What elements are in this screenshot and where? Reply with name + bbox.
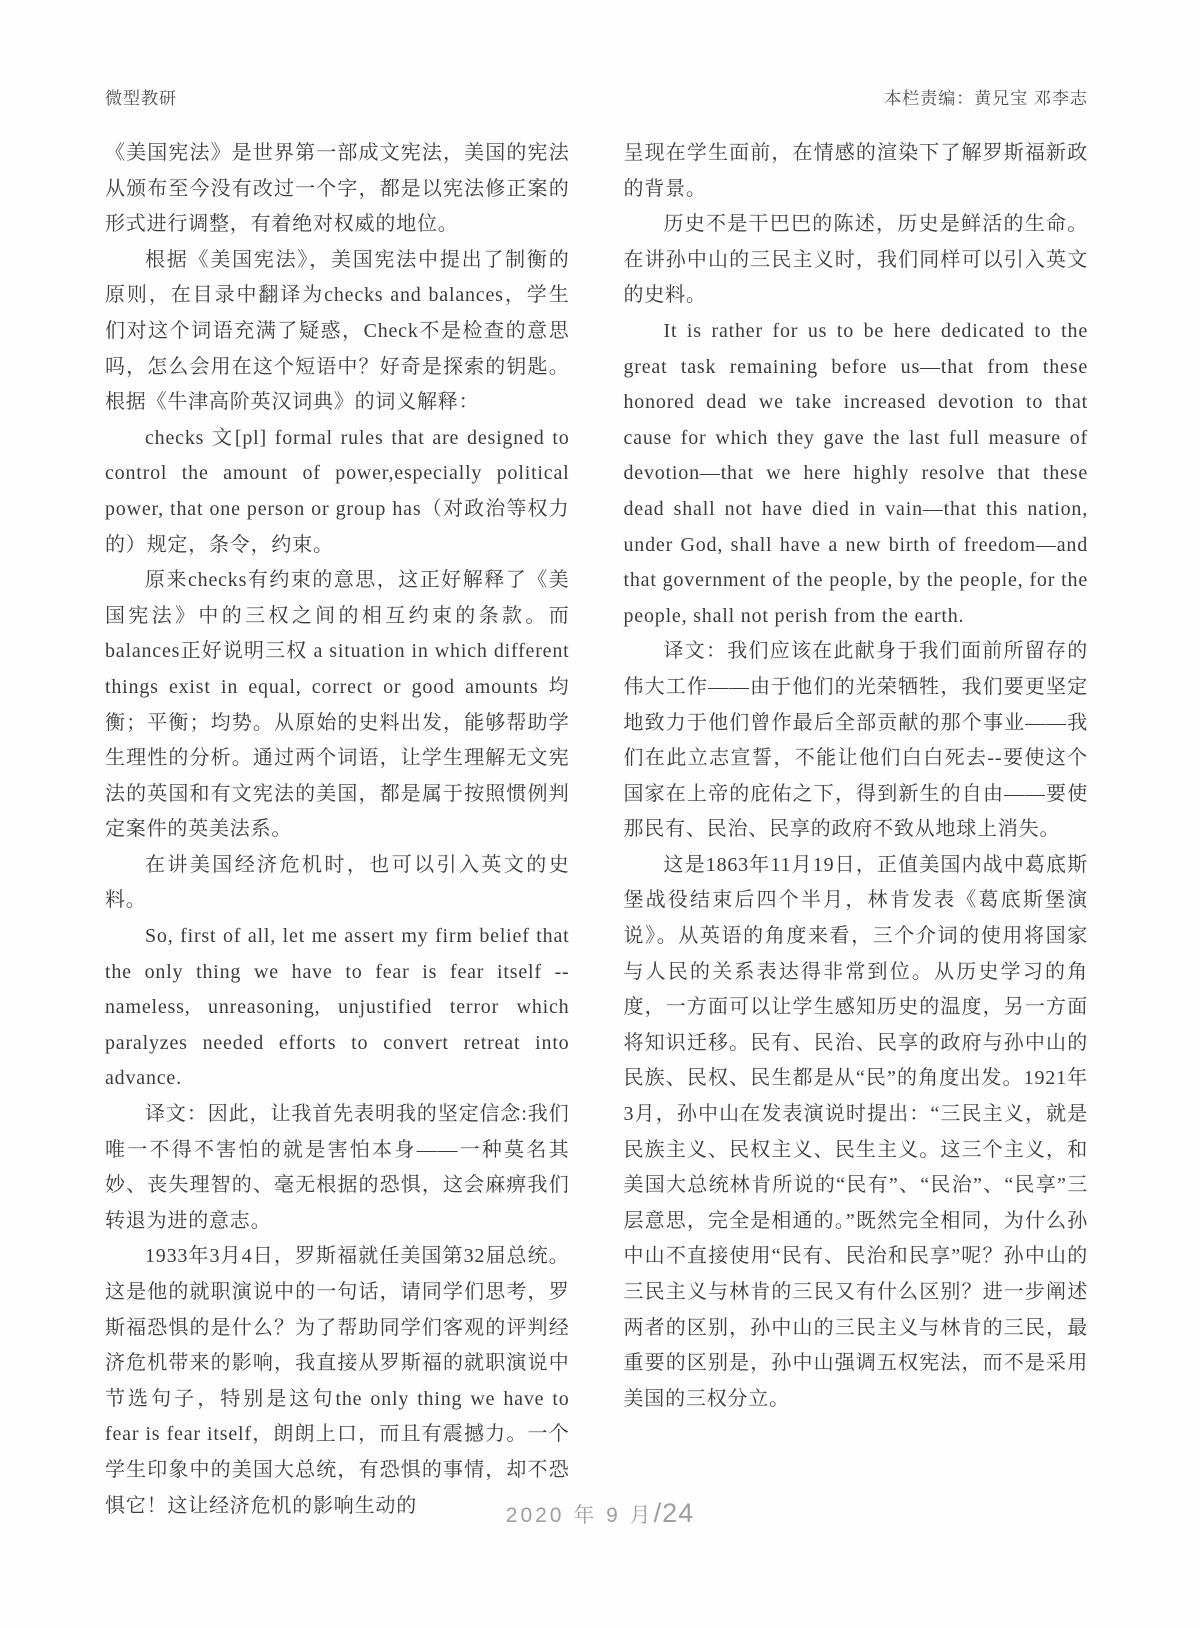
right-column [624,136,1089,1524]
paragraph-translation: 译文：因此，让我首先表明我的坚定信念:我们唯一不得不害怕的就是害怕本身——一种莫名其妙、丧失理智的、毫无根据的恐惧，这会麻痹我们转退为进的意志。 [105,1103,570,1232]
section-title: 微型教研 [105,89,177,108]
page-footer [0,1498,1200,1529]
paragraph: 在讲美国经济危机时，也可以引入英文的史料。 [105,853,570,912]
paragraph-continued: 呈现在学生面前，在情感的渲染下了解罗斯福新政的背景。 [623,142,1088,200]
paragraph-english-quote: It is rather for us to be here dedicated to the great task remaining before us—that from these honored dead we take increased devotion to that cause for which they gave the last full measure of devotion—that we here highly resolve that these dead shall not have died in vain—that this nation, under God, shall have a new birth of freedom—and that government of the people, by the people, for the people, shall not perish from the earth. [623,319,1088,627]
paragraph: 原来checks有约束的意思，这正好解释了《美国宪法》中的三权之间的相互约束的条款。而balances正好说明三权 a situation in which different things exist in equal, correct or good amounts 均衡；平衡；均势。从原始的史料出发，能够帮助学生理性的分析。通过两个词语，让学生理解无文宪法的英国和有文宪法的美国，都是属于按照惯例判定案件的英美法系。 [105,569,570,841]
left-column [105,136,570,1524]
paragraph-english-quote: So, first of all, let me assert my firm belief that the only thing we have to fear is fear itself -- nameless, unreasoning, unjustified terror which paralyzes needed efforts to convert retreat into advance. [105,925,570,1090]
paragraph: 这是1863年11月19日，正值美国内战中葛底斯堡战役结束后四个半月，林肯发表《葛底斯堡演说》。从英语的角度来看，三个介词的使用将国家与人民的关系表达得非常到位。从历史学习的角度，一方面可以让学生感知历史的温度，另一方面将知识迁移。民有、民治、民享的政府与孙中山的民族、民权、民生都是从“民”的角度出发。1921年3月，孙中山在发表演说时提出：“三民主义，就是民族主义、民权主义、民生主义。这三个主义，和美国大总统林肯所说的“民有”、“民治”、“民享”三层意思，完全是相通的。”既然完全相同，为什么孙中山不直接使用“民有、民治和民享”呢？孙中山的三民主义与林肯的三民又有什么区别？进一步阐述两者的区别，孙中山的三民主义与林肯的三民，最重要的区别是，孙中山强调五权宪法，而不是采用美国的三权分立。 [623,853,1088,1410]
article-body [105,136,1088,1524]
column-editors-credit: 本栏责编：黄兄宝 邓李志 [884,89,1088,108]
page-number: /24 [653,1498,695,1528]
paragraph: 根据《美国宪法》，美国宪法中提出了制衡的原则，在目录中翻译为checks and balances，学生们对这个词语充满了疑惑，Check不是检查的意思吗，怎么会用在这个短语中？好奇是探索的钥匙。根据《牛津高阶英汉词典》的词义解释： [105,248,570,414]
paragraph-translation: 译文：我们应该在此献身于我们面前所留存的伟大工作——由于他们的光荣牺牲，我们要更坚定地致力于他们曾作最后全部贡献的那个事业——我们在此立志宣誓，不能让他们白白死去--要使这个国家在上帝的庇佑之下，得到新生的自由——要使那民有、民治、民享的政府不致从地球上消失。 [623,640,1088,841]
issue-date: 2020 年 9 月 [505,1504,654,1527]
paragraph-continued: 《美国宪法》是世界第一部成文宪法，美国的宪法从颁布至今没有改过一个字，都是以宪法修正案的形式进行调整，有着绝对权威的地位。 [105,142,570,236]
page-header [105,84,1088,109]
paragraph-dictionary-quote: checks 文[pl] formal rules that are designed to control the amount of power,especially political power, that one person or group has（对政治等权力的）规定，条令，约束。 [105,426,570,556]
paragraph: 1933年3月4日，罗斯福就任美国第32届总统。这是他的就职演说中的一句话，请同学们思考，罗斯福恐惧的是什么？为了帮助同学们客观的评判经济危机带来的影响，我直接从罗斯福的就职演说中节选句子，特别是这句the only thing we have to fear is fear itself，朗朗上口，而且有震撼力。一个学生印象中的美国大总统，有恐惧的事情，却不恐惧它！这让经济危机的影响生动的 [105,1245,570,1517]
paragraph: 历史不是干巴巴的陈述，历史是鲜活的生命。在讲孙中山的三民主义时，我们同样可以引入英文的史料。 [623,213,1088,307]
